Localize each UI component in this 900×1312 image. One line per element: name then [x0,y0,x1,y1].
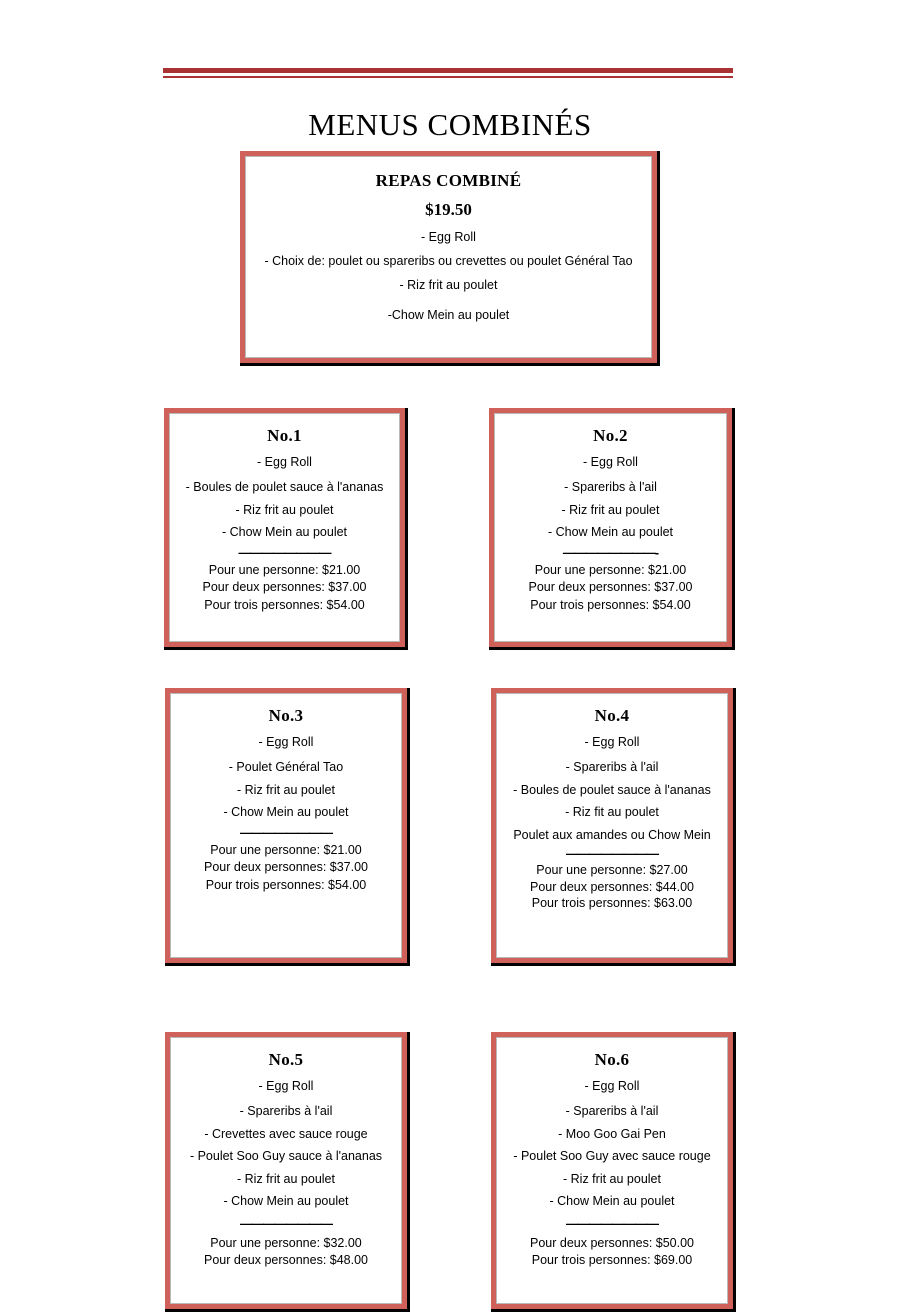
combo-price: Pour deux personnes: $50.00 [529,1235,694,1250]
combo-box-4 [491,688,736,966]
combo-price: Pour deux personnes: $37.00 [203,860,368,875]
combo-box-2 [489,408,735,650]
header-rule-thin [163,76,733,78]
combo-price: Pour trois personnes: $54.00 [205,878,367,893]
combo-item: - Riz frit au poulet [237,1171,335,1186]
combo-item: - Poulet Soo Guy sauce à l'ananas [189,1149,383,1163]
combo-price: Pour deux personnes: $44.00 [529,879,694,894]
page-title: MENUS COMBINÉS [308,106,592,142]
combo-item: - Poulet Général Tao [228,760,344,774]
combo-item: - Riz frit au poulet [561,502,660,517]
combo-title: No.1 [267,426,302,445]
combo-price: Pour une personne: $21.00 [208,562,361,577]
featured-title: REPAS COMBINÉ [375,171,522,190]
combo-item: - Poulet Soo Guy avec sauce rouge [513,1149,711,1163]
combo-item: - Egg Roll [257,455,312,469]
combo-item: - Crevettes avec sauce rouge [204,1126,368,1141]
combo-separator: ———————— [566,847,658,861]
combo-price: Pour trois personnes: $54.00 [204,598,365,613]
combo-item: - Egg Roll [583,455,638,469]
combo-item: - Chow Mein au poulet [221,525,348,539]
combo-price: Pour une personne: $32.00 [210,1235,362,1250]
combo-price: Pour trois personnes: $69.00 [531,1253,693,1268]
combo-item: - Spareribs à l'ail [239,1104,333,1118]
combo-item: - Chow Mein au poulet [223,805,349,819]
combo-box-1 [164,408,408,650]
combo-price: Pour trois personnes: $54.00 [530,598,691,613]
combo-price: Pour une personne: $21.00 [534,562,687,577]
combo-price: Pour une personne: $21.00 [210,842,362,857]
combo-item: - Riz frit au poulet [235,502,334,517]
combo-separator: ———————— [240,1216,332,1231]
combo-price: Pour trois personnes: $63.00 [531,896,693,910]
combo-item: - Chow Mein au poulet [223,1194,349,1208]
combo-item: - Chow Mein au poulet [549,1194,675,1208]
combo-title: No.2 [593,426,628,445]
combo-separator: ———————— [238,545,331,560]
combo-title: No.4 [594,706,630,725]
featured-combo-box [240,151,660,366]
combo-title: No.6 [594,1050,630,1069]
combo-box-5 [165,1032,410,1312]
combo-item: - Riz frit au poulet [563,1171,661,1186]
combo-item: - Boules de poulet sauce à l'ananas [513,782,711,797]
header-rule-thick [163,68,733,73]
combo-price: Pour deux personnes: $37.00 [202,580,367,595]
combo-title: No.3 [268,706,304,725]
combo-item: - Spareribs à l'ail [565,760,659,774]
combo-separator: ————————- [562,545,659,560]
combo-separator: ———————— [566,1216,658,1231]
combo-item: Poulet aux amandes ou Chow Mein [513,827,711,842]
combo-item: - Spareribs à l'ail [564,480,657,494]
combo-item: - Moo Goo Gai Pen [558,1126,666,1141]
combo-title: No.5 [268,1050,304,1069]
combo-box-6 [491,1032,736,1312]
combo-item: - Chow Mein au poulet [547,525,674,539]
combo-box-3 [165,688,410,966]
combo-price: Pour deux personnes: $48.00 [203,1253,368,1268]
combo-item: - Egg Roll [584,1079,640,1093]
combo-price: Pour deux personnes: $37.00 [528,580,693,595]
featured-item: - Choix de: poulet ou spareribs ou crevettes ou poulet Général Tao [264,254,633,268]
featured-item: - Egg Roll [421,230,476,244]
combo-item: - Boules de poulet sauce à l'ananas [185,480,384,494]
featured-item: -Chow Mein au poulet [387,308,510,322]
combo-item: - Riz frit au poulet [237,782,335,797]
combo-item: - Spareribs à l'ail [565,1104,659,1118]
featured-item: - Riz frit au poulet [399,278,498,292]
combo-price: Pour une personne: $27.00 [536,863,688,877]
featured-price: $19.50 [425,200,472,219]
combo-item: - Egg Roll [584,735,640,749]
combo-item: - Egg Roll [258,735,314,749]
combo-item: - Egg Roll [258,1079,314,1093]
combo-item: - Riz fit au poulet [565,805,659,819]
combo-separator: ———————— [240,825,332,840]
